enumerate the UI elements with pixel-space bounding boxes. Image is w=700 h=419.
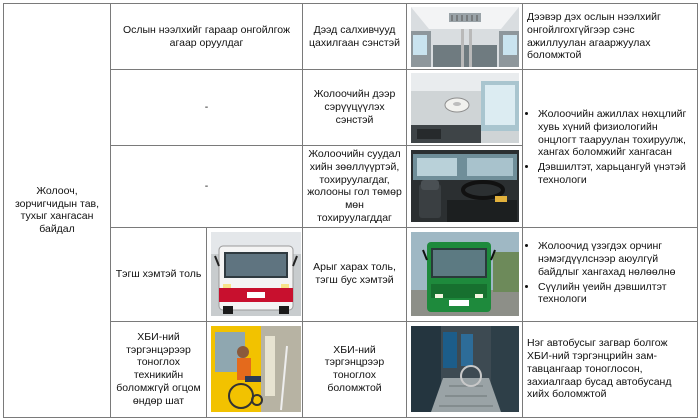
photo-cell bbox=[407, 321, 523, 417]
description-cell bbox=[523, 70, 698, 228]
photo-cell bbox=[407, 227, 523, 321]
driver-seat-photo bbox=[411, 150, 519, 222]
description-bullet: • Жолоочид үзэгдэх орчинг нэмэгдүүлснээр аюулгүй байдлыг хангахад нөлөөлнө bbox=[538, 240, 693, 278]
improved-state-cell: Дээд салхивчууд цахилгаан сэнстэй bbox=[303, 4, 407, 70]
white-red-bus-photo bbox=[211, 232, 301, 316]
improved-state-cell: ХБИ-ний тэргэнцрээр тоноглох боломжтой bbox=[303, 321, 407, 417]
comparison-table bbox=[3, 3, 698, 418]
row-group-label: Жолооч, зорчигчидын тав, тухыг хангасан байдал bbox=[4, 4, 111, 418]
current-state-cell: - bbox=[111, 146, 303, 228]
wheelchair-bus-photo bbox=[211, 326, 301, 412]
description-bullet: • Жолоочийн ажиллах нөхцлийг хувь хүний физиологийн онцлогт тааруулан тохируулж, хангах боломжийг хангасан bbox=[538, 108, 693, 159]
photo-cell bbox=[407, 70, 523, 146]
driver-fan-photo bbox=[411, 73, 519, 143]
description-bullet: • Сүүлийн үеийн дэвшилтэт технологи bbox=[538, 281, 693, 307]
photo-cell bbox=[407, 4, 523, 70]
improved-state-cell: Арыг харах толь, тэгш бус хэмтэй bbox=[303, 227, 407, 321]
current-state-cell: Тэгш хэмтэй толь bbox=[111, 227, 207, 321]
wheelchair-ramp-photo bbox=[411, 326, 519, 412]
improved-state-cell: Жолоочийн дээр сэрүүцүүлэх сэнстэй bbox=[303, 70, 407, 146]
photo-cell bbox=[207, 321, 303, 417]
description-bullet: • Дэвшилтэт, харьцангуй үнэтэй технологи bbox=[538, 161, 693, 187]
bus-ceiling-fan-photo bbox=[411, 7, 519, 67]
photo-cell bbox=[407, 146, 523, 228]
description-cell: Дээвэр дэх ослын нээлхийг онгойлгохгүйгээр сэнс ажиллуулан агааржуулах боломжтой bbox=[523, 4, 698, 70]
current-state-cell: Ослын нээлхийг гараар онгойлгож агаар оруулдаг bbox=[111, 4, 303, 70]
description-bullets bbox=[527, 240, 693, 306]
photo-cell bbox=[207, 227, 303, 321]
improved-state-cell: Жолоочийн суудал хийн зөөллүүртэй, тохируулагдаг, жолооны гол төмөр мөн тохируулагддаг bbox=[303, 146, 407, 228]
description-cell: Нэг автобусыг загвар болгож ХБИ-ний тэргэнцрийн зам-тавцангаар тоноглосон, захиалгаар бусад автобусанд хийх боломжтой bbox=[523, 321, 698, 417]
table-row bbox=[4, 4, 698, 70]
green-bus-photo bbox=[411, 232, 519, 316]
current-state-cell: ХБИ-ний тэргэнцэрээр тоноглох техникийн боломжгүй огцом өндөр шат bbox=[111, 321, 207, 417]
current-state-cell: - bbox=[111, 70, 303, 146]
description-cell bbox=[523, 227, 698, 321]
description-bullets bbox=[527, 108, 693, 187]
